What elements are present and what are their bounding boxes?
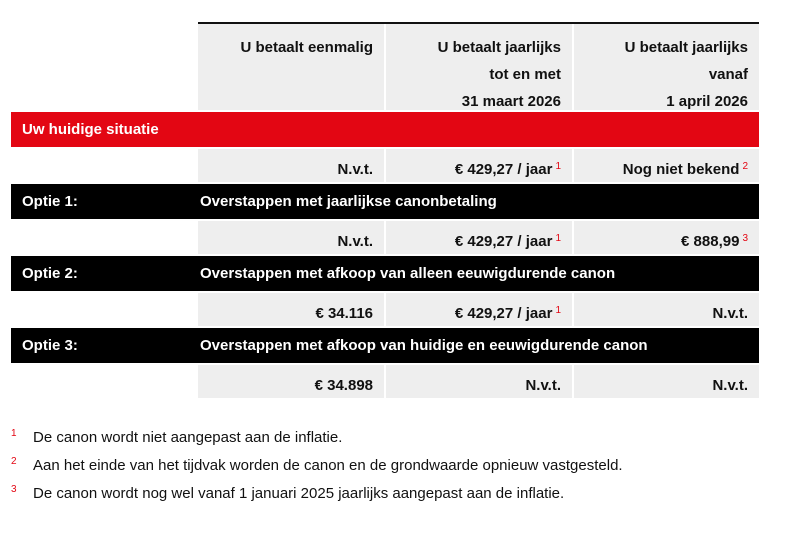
header-col-once-label: U betaalt eenmalig [240, 39, 373, 56]
option-2-description: Overstappen met afkoop van alleen eeuwigdurende canon [200, 265, 616, 282]
footnote-ref: 1 [555, 161, 561, 172]
option-3-col3: N.v.t. [574, 365, 759, 398]
footnote-ref: 1 [555, 305, 561, 316]
footnote-number: 1 [11, 428, 17, 439]
header-col2-line1: U betaalt jaarlijks [437, 39, 561, 56]
header-col-until-2026 [386, 24, 572, 110]
option-1-col3: € 888,99 $^3$ [574, 221, 759, 254]
footnote-text: De canon wordt niet aangepast aan de inflatie. [33, 429, 343, 446]
option-2-label: Optie 2: [22, 265, 78, 282]
option-2-col1: € 34.116 [198, 293, 384, 326]
current-situation-band [11, 112, 759, 147]
header-col-once [198, 24, 384, 110]
option-1-band [11, 184, 759, 219]
header-col2-line2: tot en met [489, 66, 561, 83]
header-col2-line3: 31 maart 2026 [461, 93, 561, 110]
option-3-col1: € 34.898 [198, 365, 384, 398]
footnote-text: Aan het einde van het tijdvak worden de canon en de grondwaarde opnieuw vastgesteld. [33, 457, 623, 474]
current-situation-label: Uw huidige situatie [22, 121, 159, 138]
footnote-number: 3 [11, 484, 17, 495]
footnote-ref: 1 [555, 233, 561, 244]
footnote-ref: 2 [742, 161, 748, 172]
option-3-description: Overstappen met afkoop van huidige en eeuwigdurende canon [200, 337, 648, 354]
option-3-label: Optie 3: [22, 337, 78, 354]
footnote-number: 2 [11, 456, 17, 467]
option-3-band [11, 328, 759, 363]
current-col3: Nog niet bekend $^2$ [574, 149, 759, 182]
option-1-col2: € 429,27 / jaar $^1$ [386, 221, 572, 254]
option-2-band [11, 256, 759, 291]
header-col3-line1: U betaalt jaarlijks [624, 39, 748, 56]
footnote-ref: 3 [742, 233, 748, 244]
option-2-col3: N.v.t. [574, 293, 759, 326]
option-3-col2: N.v.t. [386, 365, 572, 398]
footnote-text: De canon wordt nog wel vanaf 1 januari 2025 jaarlijks aangepast aan de inflatie. [33, 485, 565, 502]
option-1-description: Overstappen met jaarlijkse canonbetaling [200, 193, 497, 210]
current-col1: N.v.t. [198, 149, 384, 182]
header-col3-line3: 1 april 2026 [666, 93, 748, 110]
current-col2: € 429,27 / jaar $^1$ [386, 149, 572, 182]
option-1-label: Optie 1: [22, 193, 78, 210]
option-2-col2: € 429,27 / jaar $^1$ [386, 293, 572, 326]
header-col-from-2026 [574, 24, 759, 110]
header-col3-line2: vanaf [708, 66, 748, 83]
option-1-col1: N.v.t. [198, 221, 384, 254]
